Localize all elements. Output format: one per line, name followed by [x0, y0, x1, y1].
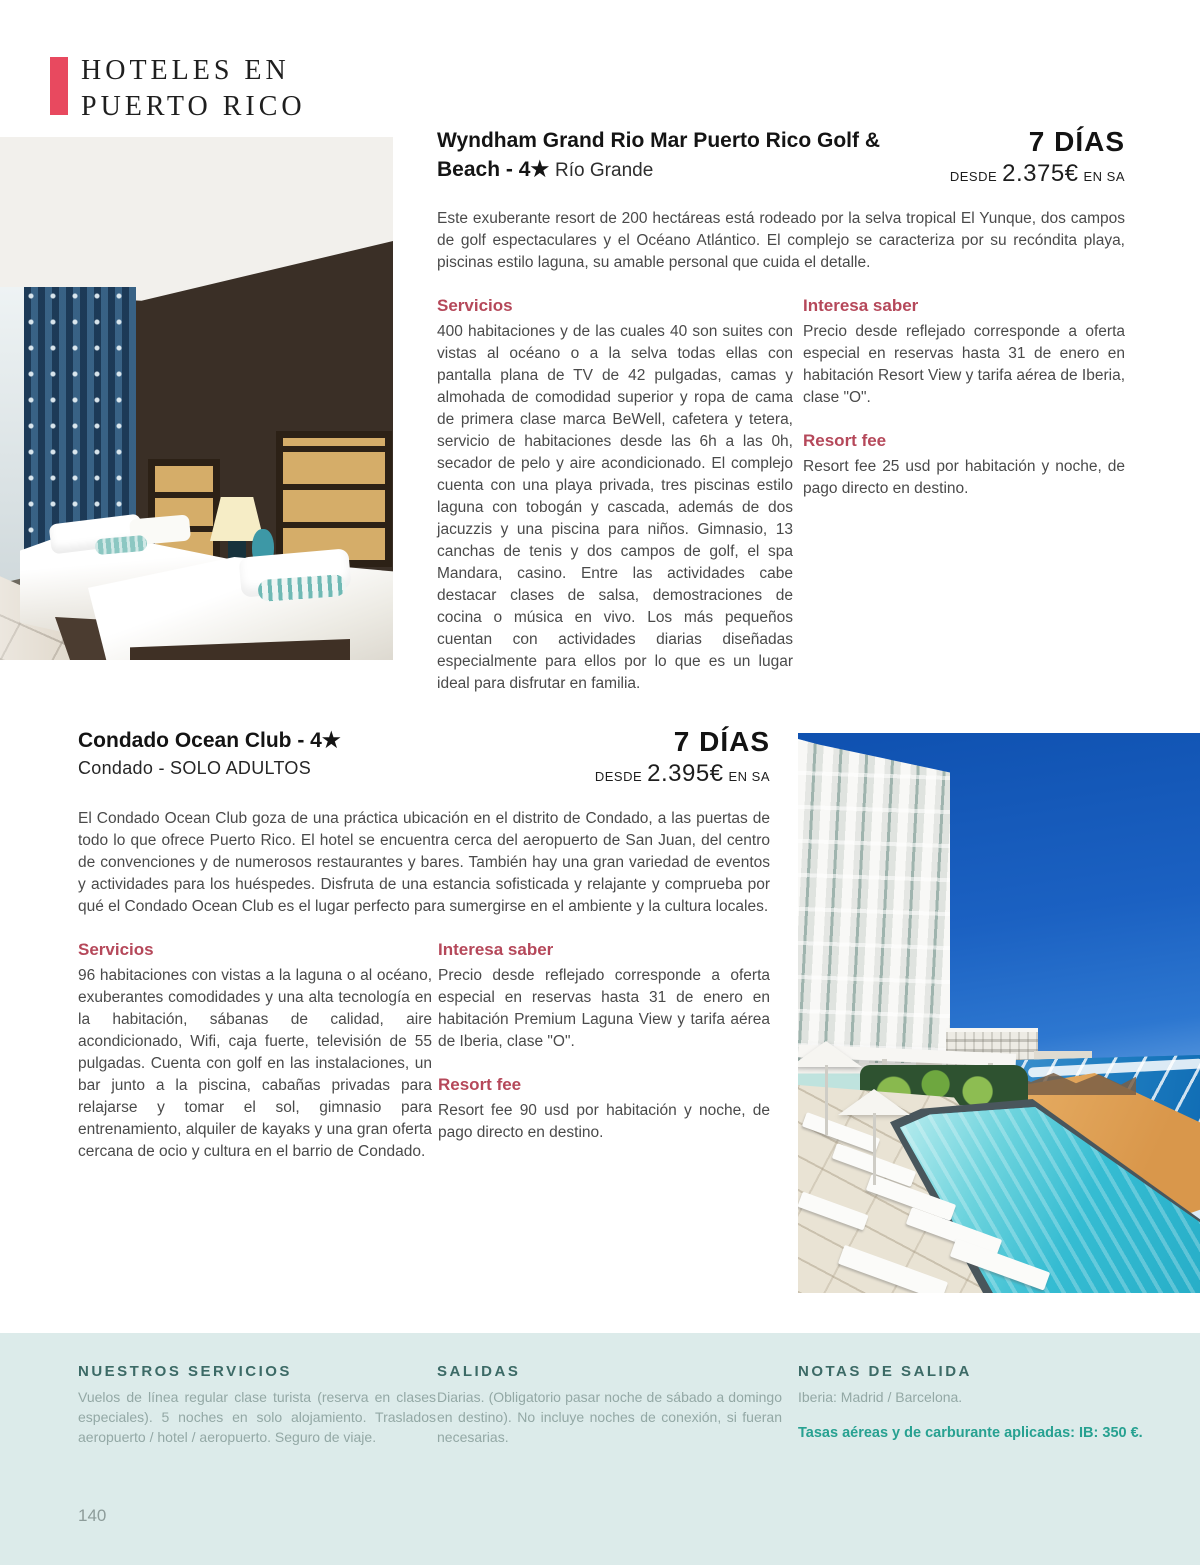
- hotel-name-bold: Condado Ocean Club - 4★: [78, 729, 341, 752]
- duration-label: 7 DÍAS: [1028, 126, 1125, 157]
- duration-label: 7 DÍAS: [673, 726, 770, 757]
- hotel-description: Este exuberante resort de 200 hectáreas está rodeado por la selva tropical El Yunque, dos campos de golf espectaculares y el Océano Atlántico. El complejo se caracteriza por su recóndita playa, piscinas estilo laguna, su amable personal que cuida el detalle.: [437, 210, 1125, 271]
- price-suffix: EN SA: [728, 769, 770, 784]
- services-text: 96 habitaciones con vistas a la laguna o al océano, exuberantes comodidades y una alta tecnología en la habitación, sábanas de calidad, aire acondicionado, Wifi, caja fuerte, televisión de 55 pulgadas. Cuenta con golf en las instalaciones, un bar junto a la piscina, cabañas privadas para relajarse y tomar el sol, gimnasio para entrenamiento, alquiler de kayaks y una gran oferta cercana de ocio y cultura en el barrio de Condado.: [78, 967, 432, 1160]
- footer-departures-heading: SALIDAS: [437, 1363, 521, 1380]
- hotel-columns: [437, 296, 1125, 695]
- pool-beach-photo: [798, 733, 1200, 1293]
- price-block: [950, 126, 1125, 188]
- resort-fee-heading: Resort fee: [438, 1075, 522, 1094]
- price-prefix: DESDE: [949, 169, 998, 184]
- good-to-know-heading: Interesa saber: [438, 940, 554, 959]
- resort-fee-text: Resort fee 25 usd por habitación y noche, de pago directo en destino.: [803, 458, 1125, 497]
- footer-departure-notes: [798, 1363, 1198, 1441]
- umbrella-shape: [838, 1089, 910, 1115]
- services-column: [437, 296, 793, 695]
- good-to-know-heading: Interesa saber: [803, 296, 919, 315]
- price-suffix: EN SA: [1083, 169, 1125, 184]
- masthead: [50, 53, 306, 125]
- price-prefix: DESDE: [594, 769, 643, 784]
- hotel-room-photo: [0, 137, 393, 660]
- good-to-know-text: Precio desde reflejado corresponde a oferta especial en reservas hasta 31 de enero en habitación Resort View y tarifa aérea de Iberia, clase "O".: [803, 323, 1125, 406]
- page-title-line2: PUERTO RICO: [81, 91, 306, 122]
- services-heading: Servicios: [78, 940, 154, 959]
- footer-departure-notes-heading: NOTAS DE SALIDA: [798, 1363, 972, 1380]
- headboard-shape: [276, 431, 392, 567]
- info-column: [803, 296, 1125, 695]
- hotel-location: Condado - SOLO ADULTOS: [78, 758, 312, 778]
- hotel-name-bold: Wyndham Grand Rio Mar Puerto Rico Golf & Beach - 4★: [437, 129, 880, 181]
- hotel-name: [78, 726, 341, 755]
- hotel-card-condado: [78, 726, 770, 1163]
- services-heading: Servicios: [437, 296, 513, 315]
- umbrella-pole-shape: [825, 1065, 828, 1135]
- page-title: [81, 53, 306, 125]
- price-block: [595, 726, 770, 788]
- info-column: [438, 940, 770, 1163]
- umbrella-shape: [798, 1041, 862, 1067]
- price-amount: 2.395€: [647, 760, 724, 787]
- page-number: 140: [78, 1506, 107, 1525]
- good-to-know-text: Precio desde reflejado corresponde a oferta especial en reservas hasta 31 de enero en habitación Premium Laguna View y tarifa aérea de Iberia, clase "O".: [438, 967, 770, 1050]
- footer-departure-notes-text: Iberia: Madrid / Barcelona.: [798, 1389, 963, 1405]
- footer-our-services-heading: NUESTROS SERVICIOS: [78, 1363, 292, 1380]
- footer-our-services: [78, 1363, 436, 1447]
- price-line: [950, 160, 1125, 188]
- hotel-card-wyndham: [437, 126, 1125, 695]
- hotel-columns: [78, 940, 770, 1163]
- footer-departures: [437, 1363, 782, 1447]
- hotel-description: El Condado Ocean Club goza de una práctica ubicación en el distrito de Condado, a las puertas de todo lo que ofrece Puerto Rico. El hotel se encuentra cerca del aeropuerto de San Juan, del centro de convenciones y de numerosos restaurantes y bares. También hay una gran variedad de eventos y actividades para los huéspedes. Disfruta de una estancia sofisticada y relajante y comprueba por qué el Condado Ocean Club es el lugar perfecto para sumergirse en el ambiente y la cultura locales.: [78, 810, 770, 915]
- price-amount: 2.375€: [1002, 160, 1079, 187]
- hotel-name: [437, 126, 907, 185]
- hotel-header: [437, 126, 1125, 188]
- resort-fee-text: Resort fee 90 usd por habitación y noche, de pago directo en destino.: [438, 1102, 770, 1141]
- resort-fee-heading: Resort fee: [803, 431, 887, 450]
- footer-departures-text: Diarias. (Obligatorio pasar noche de sábado a domingo en destino). No incluye noches de conexión, si fueran necesarias.: [437, 1389, 782, 1445]
- footer-our-services-text: Vuelos de línea regular clase turista (reserva en clases especiales). 5 noches en solo alojamiento. Traslados aeropuerto / hotel / aeropuerto. Seguro de viaje.: [78, 1389, 436, 1445]
- hotel-header: [78, 726, 770, 788]
- price-line: [595, 760, 770, 788]
- footer-band: [0, 1333, 1200, 1565]
- services-text: 400 habitaciones y de las cuales 40 son suites con vistas al océano o a la selva todas ellas con pantalla plana de TV de 42 pulgadas, camas y almohada de comodidad superior y ropa de cama de primera clase marca BeWell, cafetera y tetera, servicio de habitaciones desde las 6h a las 0h, secador de pelo y aire acondicionado. El complejo cuenta con una playa privada, tres piscinas estilo laguna con tobogán y cascada, además de dos jacuzzis y una piscina para niños. Gimnasio, 13 canchas de tenis y dos campos de golf, el spa Mandara, casino. Entre las actividades cabe destacar clases de salsa, demostraciones de cocina o música en vivo. Los más pequeños cuentan con actividades diarias diseñadas especialmente para ellos por lo que es un lugar ideal para disfrutar en familia.: [437, 323, 793, 692]
- hotel-location: Río Grande: [555, 160, 654, 181]
- umbrella-pole-shape: [873, 1113, 876, 1185]
- masthead-accent-bar: [50, 57, 68, 115]
- page-title-line1: HOTELES EN: [81, 55, 290, 86]
- services-column: [78, 940, 432, 1163]
- footer-taxes-note: Tasas aéreas y de carburante aplicadas: IB: 350 €.: [798, 1425, 1143, 1441]
